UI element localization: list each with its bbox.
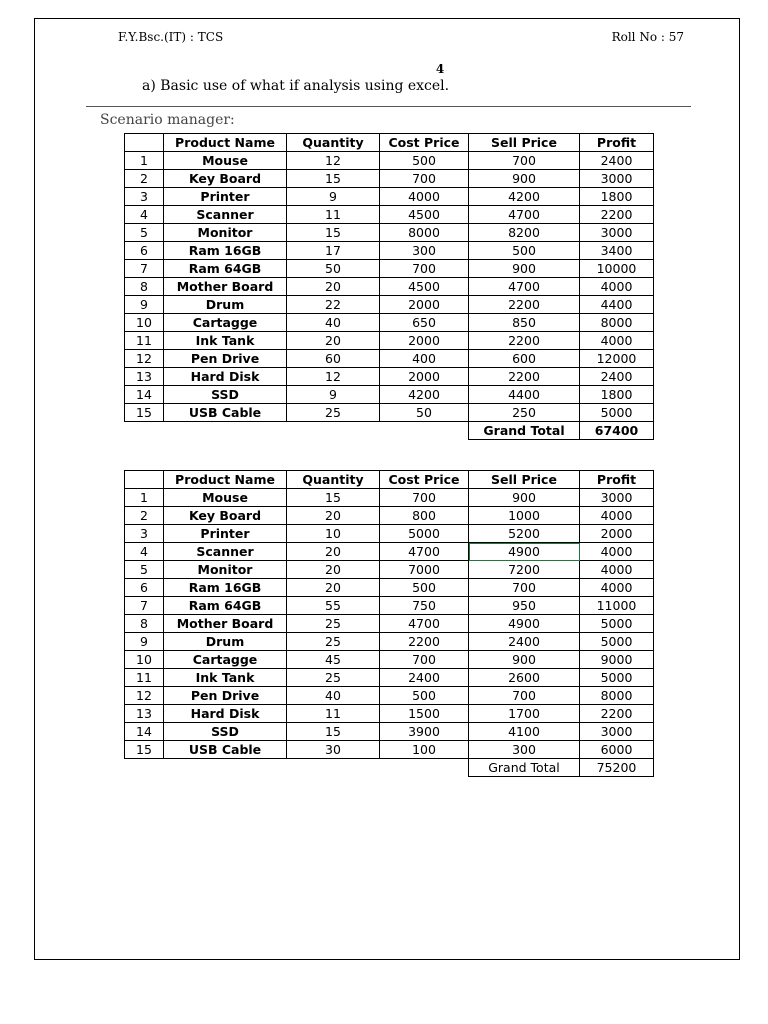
heading-divider [86, 106, 691, 107]
quantity-cell[interactable]: 20 [287, 543, 380, 561]
quantity-cell[interactable]: 15 [287, 224, 380, 242]
table-row [125, 260, 654, 278]
cost-price-cell[interactable]: 400 [380, 350, 469, 368]
profit-cell[interactable]: 3000 [580, 723, 654, 741]
product-name-cell[interactable]: Drum [164, 633, 287, 651]
cost-price-cell[interactable]: 750 [380, 597, 469, 615]
cost-price-cell[interactable]: 5000 [380, 525, 469, 543]
product-name-cell[interactable]: SSD [164, 723, 287, 741]
sell-price-cell[interactable]: 7200 [469, 561, 580, 579]
cost-price-cell[interactable]: 4000 [380, 188, 469, 206]
quantity-cell[interactable]: 10 [287, 525, 380, 543]
product-name-cell[interactable]: Printer [164, 188, 287, 206]
table-row [125, 386, 654, 404]
row-index-cell[interactable]: 7 [125, 597, 164, 615]
row-index-cell[interactable]: 13 [125, 368, 164, 386]
product-name-cell[interactable]: Mouse [164, 489, 287, 507]
table-row [125, 525, 654, 543]
product-name-cell[interactable]: Mother Board [164, 615, 287, 633]
header-cost-price: Cost Price [380, 471, 469, 489]
product-name-cell[interactable]: Cartagge [164, 651, 287, 669]
sell-price-cell[interactable]: 4900 [469, 543, 580, 561]
sell-price-cell[interactable]: 900 [469, 170, 580, 188]
cost-price-cell[interactable]: 4200 [380, 386, 469, 404]
table-row [125, 404, 654, 422]
grand-total-row [125, 759, 654, 777]
cost-price-cell[interactable]: 300 [380, 242, 469, 260]
quantity-cell[interactable]: 30 [287, 741, 380, 759]
table-row [125, 278, 654, 296]
cost-price-cell[interactable]: 2400 [380, 669, 469, 687]
header-profit: Profit [580, 134, 654, 152]
product-name-cell[interactable]: USB Cable [164, 741, 287, 759]
sell-price-cell[interactable]: 2600 [469, 669, 580, 687]
quantity-cell[interactable]: 11 [287, 206, 380, 224]
row-index-cell[interactable]: 5 [125, 561, 164, 579]
grand-total-row [125, 422, 654, 440]
row-index-cell[interactable]: 1 [125, 152, 164, 170]
row-index-cell[interactable]: 2 [125, 507, 164, 525]
profit-cell[interactable]: 4000 [580, 579, 654, 597]
grand-total-value[interactable]: 67400 [580, 422, 654, 440]
profit-cell[interactable]: 5000 [580, 669, 654, 687]
row-index-cell[interactable]: 11 [125, 332, 164, 350]
sell-price-cell[interactable]: 8200 [469, 224, 580, 242]
table-row [125, 597, 654, 615]
quantity-cell[interactable]: 12 [287, 152, 380, 170]
table-row [125, 561, 654, 579]
profit-cell[interactable]: 3000 [580, 224, 654, 242]
quantity-cell[interactable]: 12 [287, 368, 380, 386]
scenario-table-1 [124, 133, 654, 440]
profit-cell[interactable]: 8000 [580, 314, 654, 332]
cost-price-cell[interactable]: 2000 [380, 296, 469, 314]
sell-price-cell[interactable]: 300 [469, 741, 580, 759]
cost-price-cell[interactable]: 500 [380, 579, 469, 597]
quantity-cell[interactable]: 25 [287, 404, 380, 422]
sell-price-cell[interactable]: 4100 [469, 723, 580, 741]
header-index [125, 134, 164, 152]
quantity-cell[interactable]: 20 [287, 278, 380, 296]
cost-price-cell[interactable]: 500 [380, 687, 469, 705]
row-index-cell[interactable]: 9 [125, 296, 164, 314]
cost-price-cell[interactable]: 700 [380, 651, 469, 669]
profit-cell[interactable]: 5000 [580, 615, 654, 633]
quantity-cell[interactable]: 45 [287, 651, 380, 669]
sell-price-cell[interactable]: 250 [469, 404, 580, 422]
table-header-row [125, 134, 654, 152]
table-row [125, 543, 654, 561]
grand-total-label[interactable]: Grand Total [469, 422, 580, 440]
row-index-cell[interactable]: 15 [125, 741, 164, 759]
header-product-name: Product Name [164, 134, 287, 152]
quantity-cell[interactable]: 15 [287, 489, 380, 507]
table-row [125, 705, 654, 723]
header-roll-number: Roll No : 57 [611, 30, 684, 44]
profit-cell[interactable]: 9000 [580, 651, 654, 669]
product-name-cell[interactable]: Ink Tank [164, 332, 287, 350]
cost-price-cell[interactable]: 4700 [380, 615, 469, 633]
product-name-cell[interactable]: Ram 64GB [164, 260, 287, 278]
quantity-cell[interactable]: 20 [287, 507, 380, 525]
row-index-cell[interactable]: 5 [125, 224, 164, 242]
table-row [125, 651, 654, 669]
product-name-cell[interactable]: Key Board [164, 507, 287, 525]
quantity-cell[interactable]: 17 [287, 242, 380, 260]
sell-price-cell[interactable]: 2200 [469, 296, 580, 314]
table-row [125, 489, 654, 507]
table-row [125, 188, 654, 206]
sell-price-cell[interactable]: 600 [469, 350, 580, 368]
row-index-cell[interactable]: 8 [125, 615, 164, 633]
sell-price-cell[interactable]: 1700 [469, 705, 580, 723]
sell-price-cell[interactable]: 4900 [469, 615, 580, 633]
cost-price-cell[interactable]: 800 [380, 507, 469, 525]
product-name-cell[interactable]: USB Cable [164, 404, 287, 422]
product-name-cell[interactable]: Scanner [164, 543, 287, 561]
table-row [125, 615, 654, 633]
quantity-cell[interactable]: 50 [287, 260, 380, 278]
product-name-cell[interactable]: Printer [164, 525, 287, 543]
row-index-cell[interactable]: 7 [125, 260, 164, 278]
sell-price-cell[interactable]: 700 [469, 687, 580, 705]
page-number: 4 [435, 62, 445, 76]
profit-cell[interactable]: 5000 [580, 633, 654, 651]
quantity-cell[interactable]: 60 [287, 350, 380, 368]
sell-price-cell[interactable]: 700 [469, 579, 580, 597]
cost-price-cell[interactable]: 500 [380, 152, 469, 170]
row-index-cell[interactable]: 13 [125, 705, 164, 723]
product-name-cell[interactable]: Mouse [164, 152, 287, 170]
sell-price-cell[interactable]: 4200 [469, 188, 580, 206]
cost-price-cell[interactable]: 100 [380, 741, 469, 759]
table-row [125, 242, 654, 260]
product-name-cell[interactable]: Hard Disk [164, 705, 287, 723]
cost-price-cell[interactable]: 2000 [380, 332, 469, 350]
quantity-cell[interactable]: 40 [287, 314, 380, 332]
quantity-cell[interactable]: 40 [287, 687, 380, 705]
product-name-cell[interactable]: Monitor [164, 561, 287, 579]
blank-cell [125, 759, 469, 777]
table-row [125, 152, 654, 170]
row-index-cell[interactable]: 12 [125, 687, 164, 705]
table-row [125, 170, 654, 188]
quantity-cell[interactable]: 20 [287, 579, 380, 597]
quantity-cell[interactable]: 9 [287, 188, 380, 206]
sell-price-cell[interactable]: 900 [469, 260, 580, 278]
row-index-cell[interactable]: 6 [125, 579, 164, 597]
header-sell-price: Sell Price [469, 134, 580, 152]
row-index-cell[interactable]: 4 [125, 543, 164, 561]
header-quantity: Quantity [287, 471, 380, 489]
quantity-cell[interactable]: 15 [287, 170, 380, 188]
sell-price-cell[interactable]: 5200 [469, 525, 580, 543]
profit-cell[interactable]: 2200 [580, 705, 654, 723]
row-index-cell[interactable]: 3 [125, 525, 164, 543]
section-title: Scenario manager: [100, 112, 235, 128]
profit-cell[interactable]: 3000 [580, 170, 654, 188]
profit-cell[interactable]: 1800 [580, 188, 654, 206]
profit-cell[interactable]: 10000 [580, 260, 654, 278]
product-name-cell[interactable]: Ink Tank [164, 669, 287, 687]
header-course: F.Y.Bsc.(IT) : TCS [118, 30, 224, 44]
profit-cell[interactable]: 11000 [580, 597, 654, 615]
sell-price-cell[interactable]: 1000 [469, 507, 580, 525]
cost-price-cell[interactable]: 700 [380, 170, 469, 188]
table-row [125, 579, 654, 597]
profit-cell[interactable]: 4000 [580, 561, 654, 579]
cost-price-cell[interactable]: 8000 [380, 224, 469, 242]
sell-price-cell[interactable]: 2400 [469, 633, 580, 651]
sell-price-cell[interactable]: 900 [469, 651, 580, 669]
cost-price-cell[interactable]: 7000 [380, 561, 469, 579]
cost-price-cell[interactable]: 4500 [380, 206, 469, 224]
profit-cell[interactable]: 4400 [580, 296, 654, 314]
row-index-cell[interactable]: 10 [125, 314, 164, 332]
cost-price-cell[interactable]: 3900 [380, 723, 469, 741]
quantity-cell[interactable]: 22 [287, 296, 380, 314]
quantity-cell[interactable]: 25 [287, 615, 380, 633]
table-row [125, 633, 654, 651]
profit-cell[interactable]: 2000 [580, 525, 654, 543]
profit-cell[interactable]: 2400 [580, 152, 654, 170]
product-name-cell[interactable]: Ram 16GB [164, 242, 287, 260]
row-index-cell[interactable]: 9 [125, 633, 164, 651]
row-index-cell[interactable]: 10 [125, 651, 164, 669]
practical-heading: a) Basic use of what if analysis using excel. [142, 78, 450, 94]
cost-price-cell[interactable]: 4500 [380, 278, 469, 296]
quantity-cell[interactable]: 20 [287, 561, 380, 579]
product-name-cell[interactable]: Mother Board [164, 278, 287, 296]
cost-price-cell[interactable]: 650 [380, 314, 469, 332]
row-index-cell[interactable]: 4 [125, 206, 164, 224]
quantity-cell[interactable]: 11 [287, 705, 380, 723]
product-name-cell[interactable]: Hard Disk [164, 368, 287, 386]
row-index-cell[interactable]: 3 [125, 188, 164, 206]
grand-total-value[interactable]: 75200 [580, 759, 654, 777]
table-row [125, 332, 654, 350]
profit-cell[interactable]: 2400 [580, 368, 654, 386]
table-row [125, 507, 654, 525]
quantity-cell[interactable]: 25 [287, 669, 380, 687]
cost-price-cell[interactable]: 700 [380, 260, 469, 278]
sell-price-cell[interactable]: 2200 [469, 368, 580, 386]
header-sell-price: Sell Price [469, 471, 580, 489]
quantity-cell[interactable]: 15 [287, 723, 380, 741]
table-row [125, 723, 654, 741]
table-row [125, 368, 654, 386]
product-name-cell[interactable]: Ram 16GB [164, 579, 287, 597]
product-name-cell[interactable]: Pen Drive [164, 350, 287, 368]
table-row [125, 224, 654, 242]
profit-cell[interactable]: 4000 [580, 278, 654, 296]
cost-price-cell[interactable]: 2200 [380, 633, 469, 651]
row-index-cell[interactable]: 1 [125, 489, 164, 507]
profit-cell[interactable]: 4000 [580, 507, 654, 525]
product-name-cell[interactable]: Monitor [164, 224, 287, 242]
table-row [125, 350, 654, 368]
scenario-table-2 [124, 470, 654, 777]
table-row [125, 314, 654, 332]
profit-cell[interactable]: 1800 [580, 386, 654, 404]
quantity-cell[interactable]: 9 [287, 386, 380, 404]
header-profit: Profit [580, 471, 654, 489]
row-index-cell[interactable]: 14 [125, 386, 164, 404]
row-index-cell[interactable]: 14 [125, 723, 164, 741]
quantity-cell[interactable]: 25 [287, 633, 380, 651]
sell-price-cell[interactable]: 850 [469, 314, 580, 332]
product-name-cell[interactable]: Ram 64GB [164, 597, 287, 615]
header-product-name: Product Name [164, 471, 287, 489]
table-row [125, 206, 654, 224]
product-name-cell[interactable]: Cartagge [164, 314, 287, 332]
table-row [125, 669, 654, 687]
profit-cell[interactable]: 3400 [580, 242, 654, 260]
sell-price-cell[interactable]: 900 [469, 489, 580, 507]
sell-price-cell[interactable]: 4700 [469, 278, 580, 296]
table-header-row [125, 471, 654, 489]
cost-price-cell[interactable]: 700 [380, 489, 469, 507]
profit-cell[interactable]: 3000 [580, 489, 654, 507]
profit-cell[interactable]: 2200 [580, 206, 654, 224]
row-index-cell[interactable]: 8 [125, 278, 164, 296]
table-row [125, 687, 654, 705]
sell-price-cell[interactable]: 2200 [469, 332, 580, 350]
profit-cell[interactable]: 6000 [580, 741, 654, 759]
sell-price-cell[interactable]: 4400 [469, 386, 580, 404]
product-name-cell[interactable]: SSD [164, 386, 287, 404]
profit-cell[interactable]: 4000 [580, 543, 654, 561]
row-index-cell[interactable]: 2 [125, 170, 164, 188]
cost-price-cell[interactable]: 4700 [380, 543, 469, 561]
product-name-cell[interactable]: Scanner [164, 206, 287, 224]
table-row [125, 741, 654, 759]
row-index-cell[interactable]: 11 [125, 669, 164, 687]
header-cost-price: Cost Price [380, 134, 469, 152]
profit-cell[interactable]: 8000 [580, 687, 654, 705]
header-index [125, 471, 164, 489]
product-name-cell[interactable]: Drum [164, 296, 287, 314]
profit-cell[interactable]: 4000 [580, 332, 654, 350]
sell-price-cell[interactable]: 500 [469, 242, 580, 260]
cost-price-cell[interactable]: 1500 [380, 705, 469, 723]
sell-price-cell[interactable]: 950 [469, 597, 580, 615]
profit-cell[interactable]: 5000 [580, 404, 654, 422]
quantity-cell[interactable]: 55 [287, 597, 380, 615]
row-index-cell[interactable]: 6 [125, 242, 164, 260]
cost-price-cell[interactable]: 50 [380, 404, 469, 422]
quantity-cell[interactable]: 20 [287, 332, 380, 350]
cost-price-cell[interactable]: 2000 [380, 368, 469, 386]
sell-price-cell[interactable]: 4700 [469, 206, 580, 224]
product-name-cell[interactable]: Pen Drive [164, 687, 287, 705]
header-quantity: Quantity [287, 134, 380, 152]
profit-cell[interactable]: 12000 [580, 350, 654, 368]
sell-price-cell[interactable]: 700 [469, 152, 580, 170]
table-row [125, 296, 654, 314]
row-index-cell[interactable]: 15 [125, 404, 164, 422]
product-name-cell[interactable]: Key Board [164, 170, 287, 188]
grand-total-label[interactable]: Grand Total [469, 759, 580, 777]
row-index-cell[interactable]: 12 [125, 350, 164, 368]
blank-cell [125, 422, 469, 440]
